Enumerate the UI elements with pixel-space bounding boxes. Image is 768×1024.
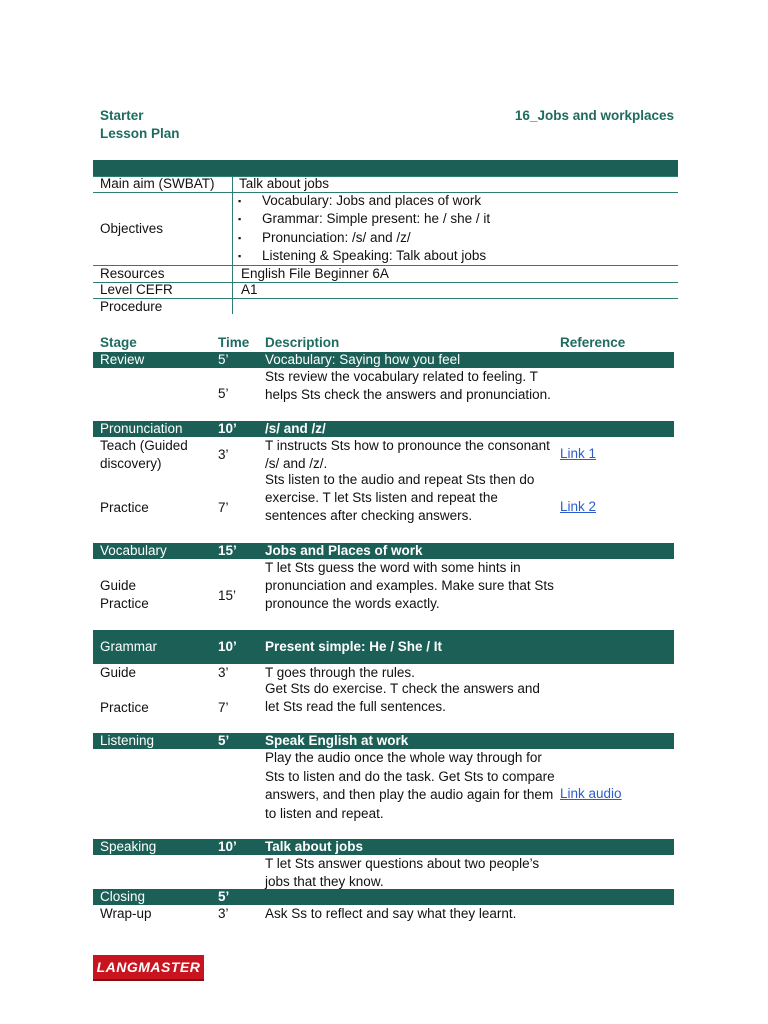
section-stage: Review: [100, 352, 145, 367]
column-header-stage: Stage: [100, 335, 137, 350]
section-stage: Speaking: [100, 839, 157, 854]
row-description: T let Sts guess the word with some hints in pronunciation and examples. Make sure that Sts pronounce the words exactly.: [265, 560, 554, 612]
row-time: 15’: [218, 588, 237, 603]
row-description: Get Sts do exercise. T check the answers and let Sts read the full sentences.: [265, 681, 540, 715]
section-time: 15’: [218, 543, 237, 558]
section-stage: Listening: [100, 733, 155, 748]
row-description: Sts review the vocabulary related to feeling. T helps Sts check the answers and pronunciation.: [265, 369, 551, 403]
objective-item: ▪ Grammar: Simple present: he / she / it: [238, 210, 490, 228]
section-time: 10’: [218, 839, 237, 854]
row-description: Sts listen to the audio and repeat Sts then do exercise. T let Sts listen and repeat the sentences after checking answers.: [265, 472, 535, 524]
unit-title: 16_Jobs and workplaces: [514, 108, 674, 123]
section-band-speaking: [93, 839, 674, 855]
section-title: Present simple: He / She / It: [265, 639, 443, 654]
section-stage: Vocabulary: [100, 543, 167, 558]
course-label: Starter: [100, 108, 144, 123]
divider: [93, 298, 678, 299]
row-description: T let Sts answer questions about two people’s jobs that they know.: [265, 856, 540, 890]
section-band-pronunciation: [93, 421, 674, 437]
row-description: Play the audio once the whole way through for Sts to listen and do the task. Get Sts to compare answers, and then play the audio again for them to listen and repeat.: [265, 750, 555, 821]
objectives-label: Objectives: [100, 221, 164, 236]
row-time: 5’: [218, 386, 229, 401]
section-band-vocabulary: [93, 543, 674, 559]
main-aim-label: Main aim (SWBAT): [100, 176, 215, 191]
row-description: Ask Ss to reflect and say what they learnt.: [265, 906, 517, 921]
reference-link-audio[interactable]: Link audio: [560, 786, 622, 801]
section-title: /s/ and /z/: [265, 421, 326, 436]
section-title: Jobs and Places of work: [265, 543, 423, 558]
section-band-grammar: [93, 630, 674, 664]
row-stage: Guide: [100, 665, 137, 680]
column-header-reference: Reference: [560, 335, 626, 350]
row-stage: Teach (Guided discovery): [100, 438, 188, 472]
column-divider: [232, 176, 233, 314]
row-time: 7’: [218, 700, 229, 715]
langmaster-logo: LANGMASTER: [93, 955, 204, 981]
section-band-listening: [93, 733, 674, 749]
row-stage: Wrap-up: [100, 906, 152, 921]
section-time: 5’: [218, 889, 230, 904]
reference-link-1[interactable]: Link 1: [560, 446, 597, 461]
level-value: A1: [241, 282, 258, 297]
doc-type-label: Lesson Plan: [100, 126, 180, 141]
resources-value: English File Beginner 6A: [241, 266, 389, 281]
objective-item: ▪ Pronunciation: /s/ and /z/: [238, 229, 490, 247]
reference-link-2[interactable]: Link 2: [560, 499, 597, 514]
procedure-label: Procedure: [100, 299, 163, 314]
section-stage: Closing: [100, 889, 146, 904]
objectives-list: [238, 192, 490, 265]
section-band-closing: [93, 889, 674, 905]
row-time: 7’: [218, 500, 229, 515]
section-title: Speak English at work: [265, 733, 409, 748]
section-time: 5’: [218, 352, 229, 367]
section-time: 5’: [218, 733, 230, 748]
objective-item: ▪ Listening & Speaking: Talk about jobs: [238, 247, 490, 265]
table-header-bar: [93, 160, 678, 176]
section-title: Talk about jobs: [265, 839, 364, 854]
section-time: 10’: [218, 639, 237, 654]
row-description: T instructs Sts how to pronounce the consonant /s/ and /z/.: [265, 438, 550, 472]
row-stage: Practice: [100, 500, 149, 515]
level-label: Level CEFR: [100, 282, 173, 297]
row-time: 3’: [218, 906, 229, 921]
column-header-description: Description: [265, 335, 340, 350]
section-title: Vocabulary: Saying how you feel: [265, 352, 461, 367]
section-time: 10’: [218, 421, 237, 436]
main-aim-value: Talk about jobs: [239, 176, 330, 191]
row-stage: Practice: [100, 700, 149, 715]
column-header-time: Time: [218, 335, 250, 350]
section-stage: Grammar: [100, 639, 157, 654]
row-stage: Guide Practice: [100, 578, 149, 612]
row-time: 3’: [218, 447, 229, 462]
resources-label: Resources: [100, 266, 165, 281]
section-band-review: [93, 352, 674, 368]
objective-item: ▪ Vocabulary: Jobs and places of work: [238, 192, 490, 210]
row-description: T goes through the rules.: [265, 665, 415, 680]
section-stage: Pronunciation: [100, 421, 183, 436]
row-time: 3’: [218, 665, 229, 680]
